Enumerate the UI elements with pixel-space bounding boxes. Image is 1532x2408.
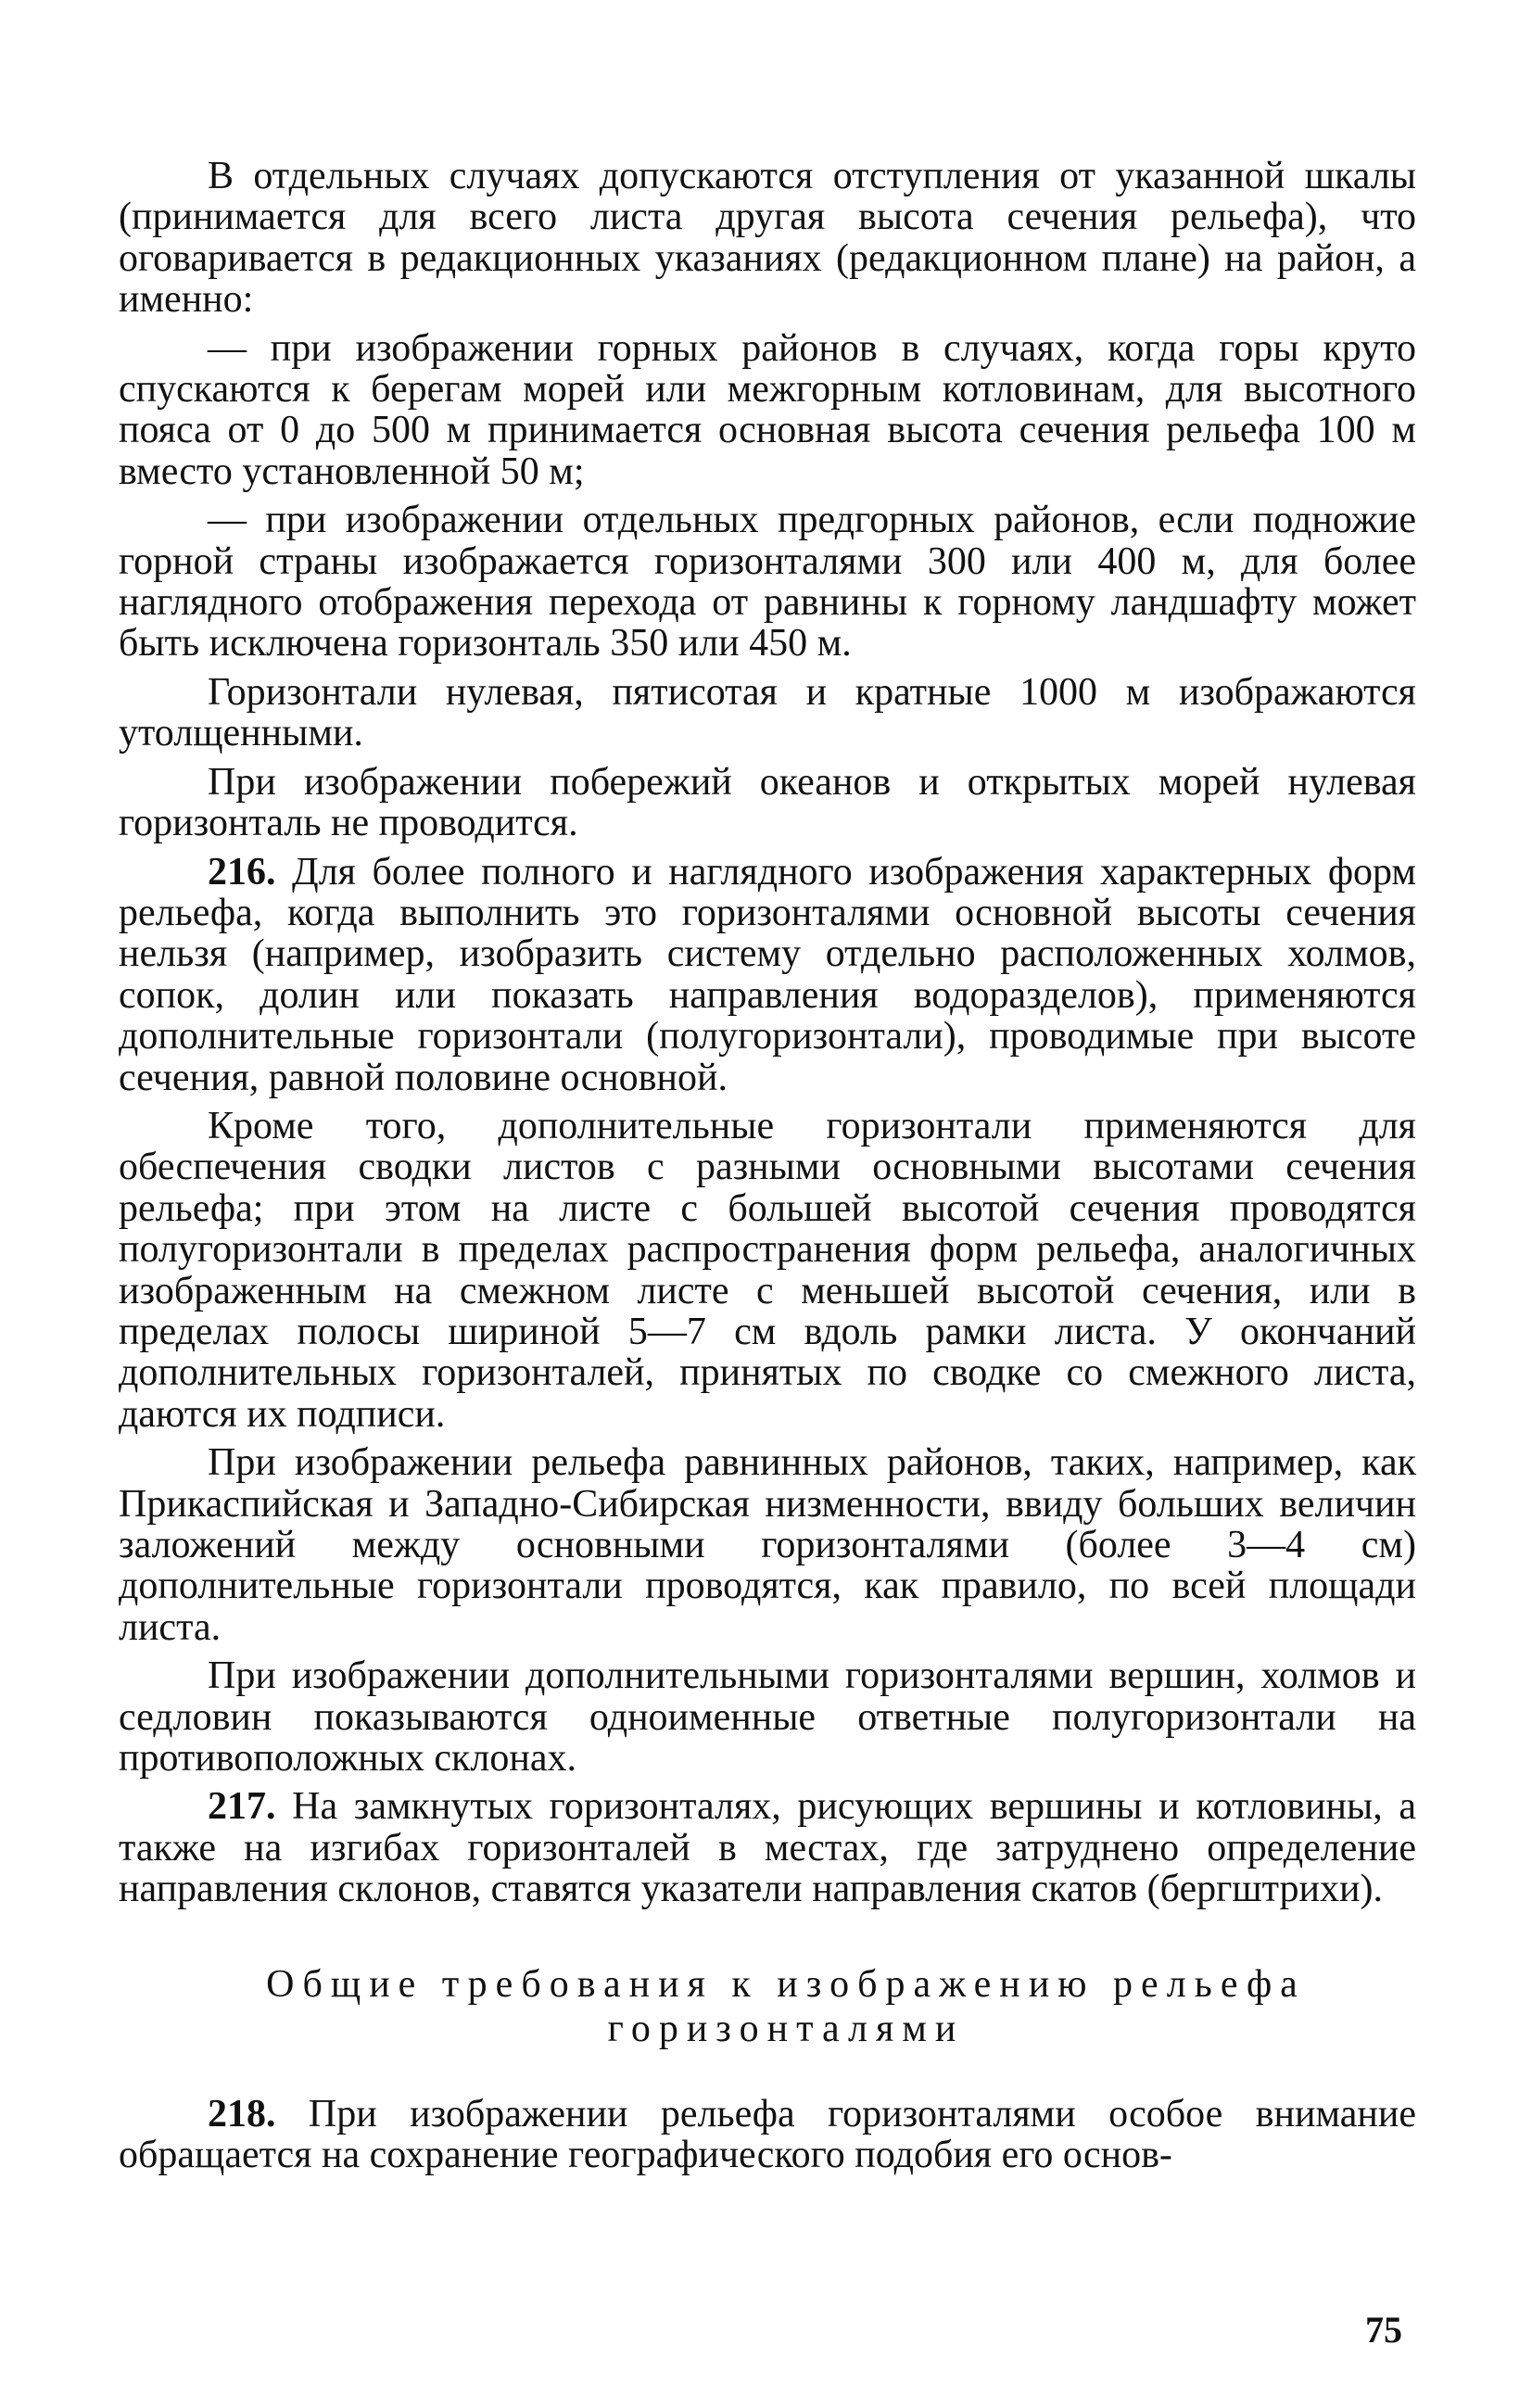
clause-text-216: Для более полного и наглядного изображения характерных форм рельефа, когда выполнить это горизонталями основной высоты сечения нельзя (например, изобразить систему отдельно расположенных холмов, сопок, долин или показать направления водоразделов), применяются дополнительные горизонтали (полугоризонтали), проводимые при высоте сечения, равной половине основной. (119, 850, 1417, 1099)
paragraph-217 (119, 1786, 1416, 1909)
clause-number-217: 217. (208, 1785, 276, 1829)
clause-text-218: При изображении рельефа горизонталями особое внимание обращается на сохранение географического подобия его основ- (119, 2092, 1416, 2177)
paragraph-8: При изображении рельефа равнинных районов, таких, например, как Прикаспийская и Западно-Сибирская низменности, ввиду больших величин заложений между основными горизонталями (более 3—4 см) дополнительные горизонтали проводятся, как правило, по всей площади листа. (119, 1441, 1416, 1649)
paragraph-3: — при изображении отдельных предгорных районов, если подножие горной страны изображается горизонталями 300 или 400 м, для более наглядного отображения перехода от равнины к горному ландшафту может быть исключена горизонталь 350 или 450 м. (119, 499, 1416, 665)
paragraph-2: — при изображении горных районов в случаях, когда горы круто спускаются к берегам морей или межгорным котловинам, для высотного пояса от 0 до 500 м принимается основная высота сечения рельефа 100 м вместо установленной 50 м; (119, 326, 1416, 493)
paragraph-1: В отдельных случаях допускаются отступления от указанной шкалы (принимается для всего листа другая высота сечения рельефа), что оговаривается в редакционных указаниях (редакционном плане) на район, а именно: (119, 155, 1416, 322)
paragraph-9: При изображении дополнительными горизонталями вершин, холмов и седловин показываются одноименные ответные полугоризонтали на противоположных склонах. (119, 1654, 1416, 1781)
section-heading: Общие требования к изображению рельефа горизонталями (266, 1962, 1306, 2050)
paragraph-4: Горизонтали нулевая, пятисотая и кратные 1000 м изображаются утолщенными. (119, 670, 1416, 755)
paragraph-218 (119, 2094, 1416, 2176)
paragraph-7: Кроме того, дополнительные горизонтали применяются для обеспечения сводки листов с разными основными высотами сечения рельефа; при этом на листе с большей высотой сечения проводятся полугоризонтали в пределах распространения форм рельефа, аналогичных изображенным на смежном листе с меньшей высотой сечения, или в пределах полосы шириной 5—7 см вдоль рамки листа. У окончаний дополнительных горизонталей, принятых по сводке со смежного листа, даются их подписи. (119, 1104, 1416, 1436)
clause-number-218: 218. (208, 2092, 276, 2136)
clause-number-216: 216. (208, 850, 276, 893)
paragraph-216 (119, 852, 1416, 1098)
paragraph-5: При изображении побережий океанов и открытых морей нулевая горизонталь не проводится. (119, 760, 1416, 845)
document-page (119, 156, 1416, 2183)
page-number: 75 (1365, 2309, 1402, 2351)
clause-text-217: На замкнутых горизонталях, рисующих вершины и котловины, а также на изгибах горизонталей в местах, где затруднено определение направления склонов, ставятся указатели направления скатов (бергштрихи). (119, 1785, 1417, 1911)
